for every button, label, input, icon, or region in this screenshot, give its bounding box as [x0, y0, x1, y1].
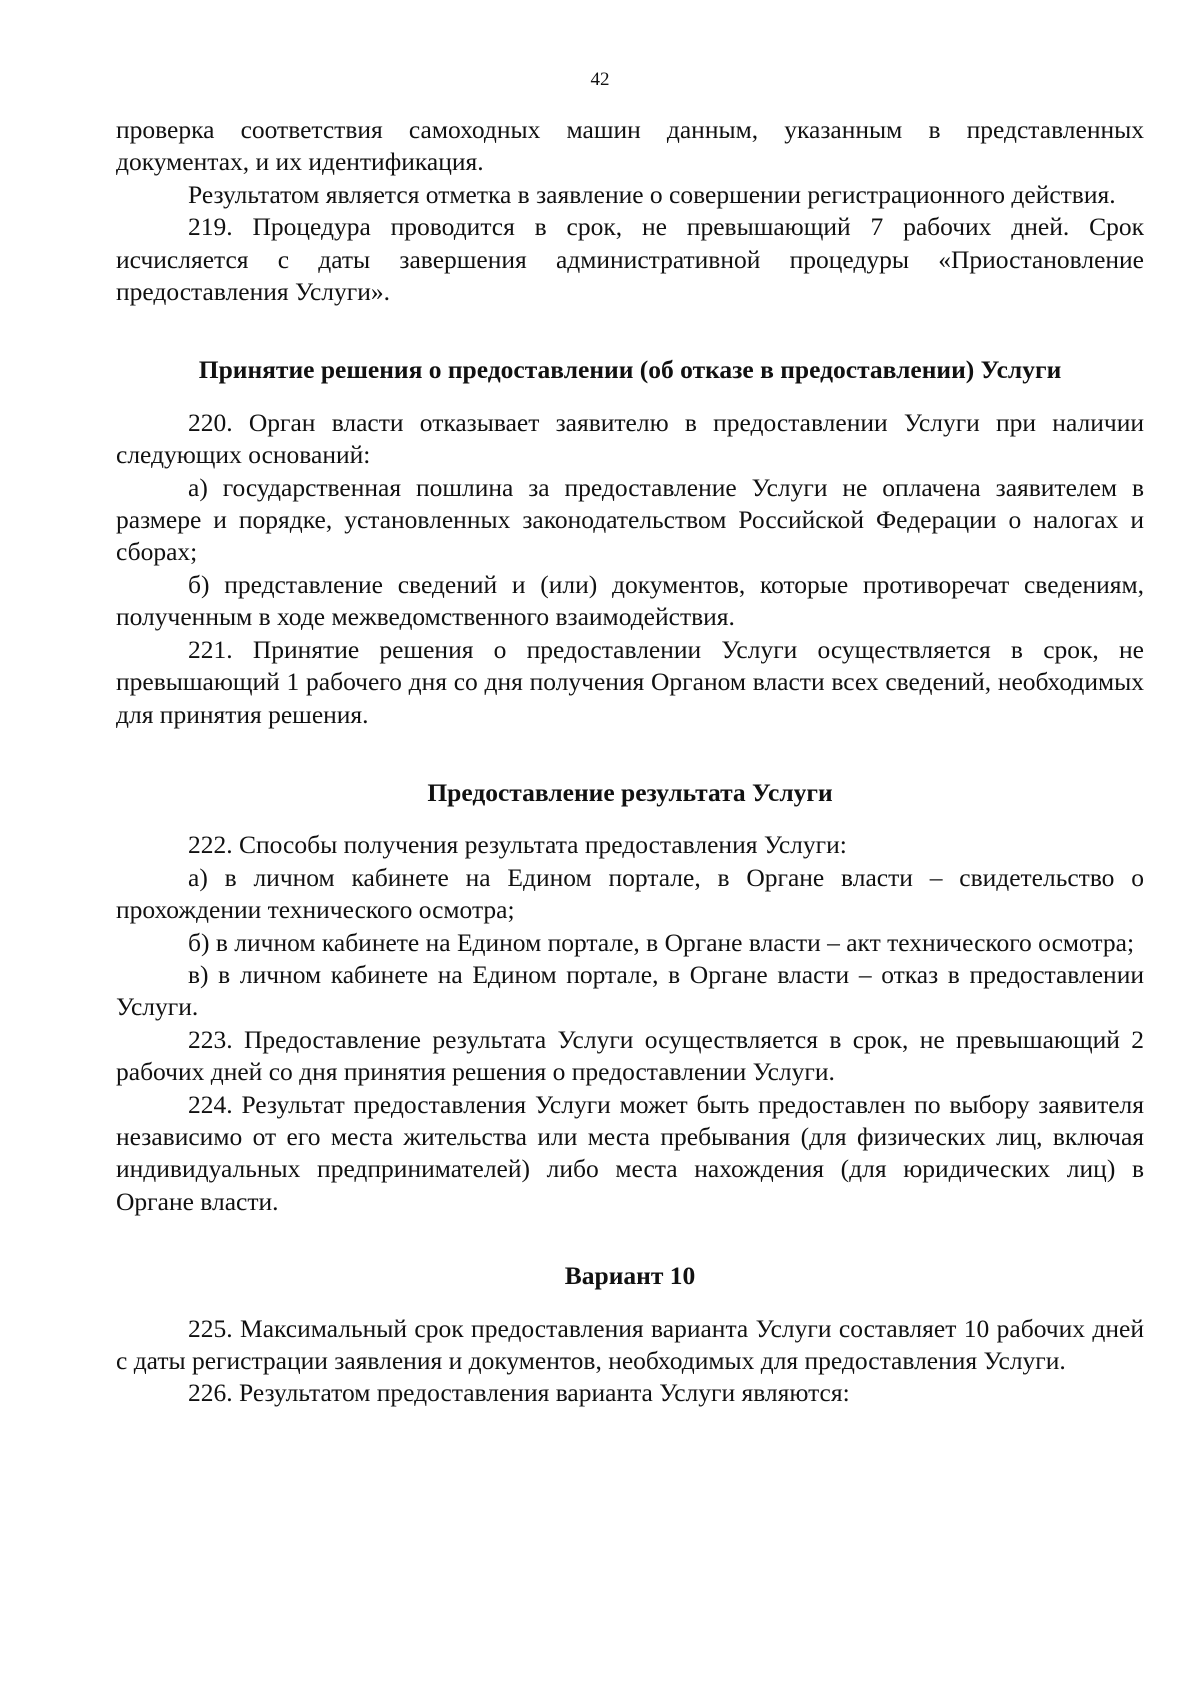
spacer — [116, 1218, 1144, 1260]
paragraph-219: 219. Процедура проводится в срок, не превышающий 7 рабочих дней. Срок исчисляется с даты завершения административной процедуры «Приостановление предоставления Услуги». — [116, 212, 1144, 307]
page-number: 42 — [590, 69, 610, 90]
spacer — [116, 308, 1144, 354]
spacer — [116, 809, 1144, 829]
paragraph-226: 226. Результатом предоставления варианта Услуги являются: — [188, 1378, 850, 1408]
paragraph-224: 224. Результат предоставления Услуги может быть предоставлен по выбору заявителя независимо от его места жительства или места пребывания (для физических лиц, включая индивидуальных предпринимателей) либо места нахождения (для юридических лиц) в Органе власти. — [116, 1089, 1144, 1216]
spacer — [116, 731, 1144, 777]
paragraph-223: 223. Предоставление результата Услуги осуществляется в срок, не превышающий 2 рабочих дней со дня принятия решения о предоставлении Услуги. — [116, 1024, 1144, 1087]
spacer — [116, 1293, 1144, 1313]
document-body — [116, 114, 1144, 1410]
paragraph: Результатом является отметка в заявление о совершении регистрационного действия. — [188, 179, 1116, 209]
section-heading-decision: Принятие решения о предоставлении (об отказе в предоставлении) Услуги — [198, 355, 1062, 385]
section-heading-variant-10: Вариант 10 — [564, 1261, 696, 1291]
spacer — [116, 387, 1144, 407]
list-item-b: б) в личном кабинете на Едином портале, в Органе власти – акт технического осмотра; — [188, 927, 1135, 957]
list-item-b: б) представление сведений и (или) документов, которые противоречат сведениям, полученным в ходе межведомственного взаимодействия. — [116, 569, 1144, 632]
paragraph-221: 221. Принятие решения о предоставлении Услуги осуществляется в срок, не превышающий 1 рабочего дня со дня получения Органом власти всех сведений, необходимых для принятия решения. — [116, 634, 1144, 729]
list-item-a: а) государственная пошлина за предоставление Услуги не оплачена заявителем в размере и порядке, установленных законодательством Российской Федерации о налогах и сборах; — [116, 472, 1144, 567]
paragraph-222: 222. Способы получения результата предоставления Услуги: — [188, 830, 847, 860]
list-item-a: а) в личном кабинете на Едином портале, в Органе власти – свидетельство о прохождении технического осмотра; — [116, 862, 1144, 925]
list-item-c: в) в личном кабинете на Едином портале, в Органе власти – отказ в предоставлении Услуги. — [116, 959, 1144, 1022]
paragraph: проверка соответствия самоходных машин данным, указанным в представленных документах, и их идентификация. — [116, 115, 1144, 177]
paragraph-220: 220. Орган власти отказывает заявителю в предоставлении Услуги при наличии следующих оснований: — [116, 407, 1144, 470]
paragraph-225: 225. Максимальный срок предоставления варианта Услуги составляет 10 рабочих дней с даты регистрации заявления и документов, необходимых для предоставления Услуги. — [116, 1313, 1144, 1375]
section-heading-result: Предоставление результата Услуги — [427, 777, 833, 807]
